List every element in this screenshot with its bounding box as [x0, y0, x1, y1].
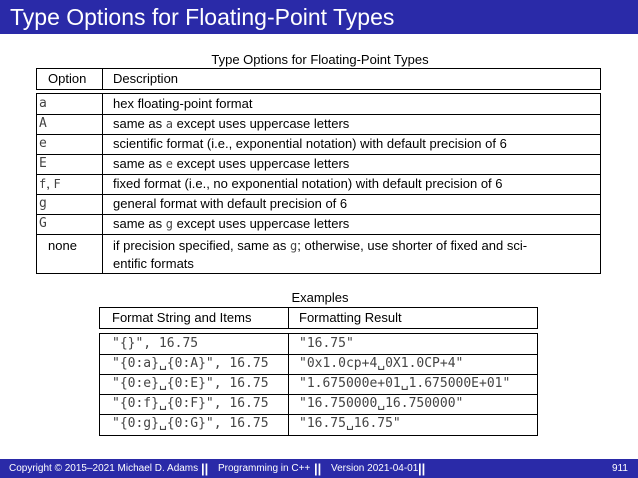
table-row-option: E — [39, 156, 47, 171]
slide-title-bar — [0, 0, 638, 34]
table-row-option: A — [39, 116, 47, 131]
table-row-format: "{0:e}␣{0:E}", 16.75 — [112, 376, 269, 391]
footer-separator: || — [314, 461, 322, 476]
table-row-option: a — [39, 96, 47, 111]
table2-header-result: Formatting Result — [299, 310, 402, 325]
slide-footer — [0, 459, 638, 478]
slide-title: Type Options for Floating-Point Types — [10, 4, 395, 30]
table-row-format: "{0:a}␣{0:A}", 16.75 — [112, 356, 269, 371]
table-row-result: "16.750000␣16.750000" — [299, 396, 464, 411]
table-row-description: fixed format (i.e., no exponential notation) with default precision of 6 — [113, 176, 503, 191]
footer-course: Programming in C++ — [218, 463, 311, 474]
table-row-format: "{}", 16.75 — [112, 336, 199, 351]
table2-body — [99, 333, 538, 436]
table-row-description: same as g except uses uppercase letters — [113, 216, 350, 231]
table2-caption: Examples — [291, 290, 349, 305]
table1-header — [36, 68, 601, 90]
table-row-option: none — [48, 238, 77, 253]
table-row-result: "1.675000e+01␣1.675000E+01" — [299, 376, 511, 391]
footer-copyright: Copyright © 2015–2021 Michael D. Adams — [9, 463, 199, 474]
table1-caption: Type Options for Floating-Point Types — [211, 52, 429, 67]
table-row-description: if precision specified, same as g; otherwise, use shorter of fixed and sci- — [113, 238, 528, 253]
table-row-result: "16.75" — [299, 336, 354, 351]
table-row-description: general format with default precision of 6 — [113, 196, 348, 211]
table1-body — [36, 93, 601, 274]
table-row-format: "{0:g}␣{0:G}", 16.75 — [112, 416, 269, 431]
table-row-description: same as a except uses uppercase letters — [113, 116, 350, 131]
table-row-option: g — [39, 196, 47, 211]
table-row-description: scientific format (i.e., exponential notation) with default precision of 6 — [113, 136, 507, 151]
table-row-description-line2: entific formats — [113, 256, 194, 271]
table-row-format: "{0:f}␣{0:F}", 16.75 — [112, 396, 269, 411]
table2-header-format: Format String and Items — [112, 310, 252, 325]
table-row-description: hex floating-point format — [113, 96, 253, 111]
footer-separator: || — [418, 461, 426, 476]
footer-separator: || — [201, 461, 209, 476]
footer-page-number: 911 — [612, 463, 628, 474]
table-row-result: "0x1.0cp+4␣0X1.0CP+4" — [299, 356, 464, 371]
footer-version: Version 2021-04-01 — [331, 463, 419, 474]
table1-header-option: Option — [48, 71, 87, 86]
table1-header-description: Description — [113, 71, 179, 86]
table-row-description: same as e except uses uppercase letters — [113, 156, 350, 171]
table2-header — [99, 307, 538, 329]
table-row-option: G — [39, 216, 47, 231]
table-row-option: e — [39, 136, 47, 151]
table-row-result: "16.75␣16.75" — [299, 416, 401, 431]
table-row-option: f, F — [39, 176, 61, 191]
